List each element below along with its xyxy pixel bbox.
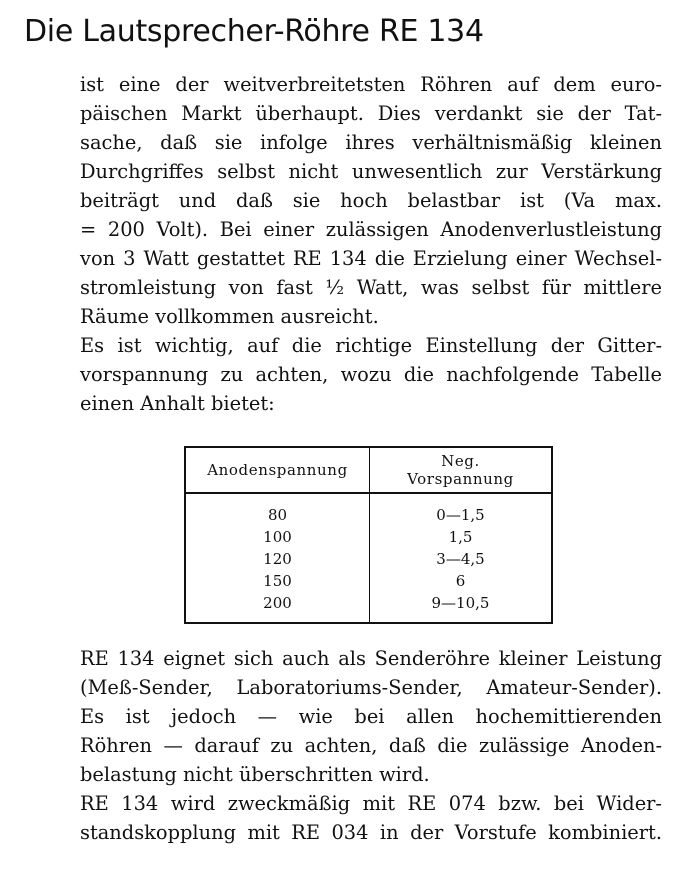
col-header-negative-bias: [370, 447, 553, 493]
text-line: einen Anhalt bietet:: [80, 392, 275, 415]
bias-voltage-cell: 0—1,5: [436, 506, 485, 524]
anode-voltage-cell: 150: [185, 570, 370, 592]
text-line: Röhren — darauf zu achten, daß die zulässige Anoden-: [80, 734, 662, 757]
text-line: Räume vollkommen ausreicht.: [80, 305, 379, 328]
bias-voltage-cell: 6: [455, 572, 466, 590]
intro-paragraph: [80, 70, 662, 418]
col-header-line: Vorspannung: [407, 470, 514, 488]
table-row: [185, 548, 552, 570]
anode-voltage-cell: 80: [185, 493, 370, 526]
table-row: [185, 570, 552, 592]
col-header-anode-voltage: Anodenspannung: [185, 447, 370, 493]
anode-voltage-cell: 100: [185, 526, 370, 548]
text-line: päischen Markt überhaupt. Dies verdankt sie der Tat-: [80, 102, 662, 125]
text-line: sache, daß sie infolge ihres verhältnismäßig kleinen: [80, 131, 662, 154]
text-line: standskopplung mit RE 034 in der Vorstufe kombiniert.: [80, 821, 662, 844]
bias-voltage-table: [184, 446, 553, 624]
table-header-row: [185, 447, 552, 493]
table-row: [185, 493, 552, 526]
text-line: Durchgriffes selbst nicht unwesentlich zur Verstärkung: [80, 160, 662, 183]
outro-paragraph: [80, 644, 662, 847]
col-header-line: Neg.: [441, 452, 480, 470]
text-line: Es ist jedoch — wie bei allen hochemittierenden: [80, 705, 662, 728]
text-line: von 3 Watt gestattet RE 134 die Erzielung einer Wechsel-: [80, 247, 662, 270]
bias-voltage-cell: 9—10,5: [431, 594, 490, 612]
text-line: stromleistung von fast ½ Watt, was selbst für mittlere: [80, 276, 662, 299]
text-line: (Meß-Sender, Laboratoriums-Sender, Amateur-Sender).: [80, 676, 662, 699]
text-line: belastung nicht überschritten wird.: [80, 763, 430, 786]
text-line: ist eine der weitverbreitetsten Röhren auf dem euro-: [80, 73, 662, 96]
table-row: [185, 526, 552, 548]
bias-voltage-cell: 3—4,5: [436, 550, 485, 568]
text-line: Es ist wichtig, auf die richtige Einstellung der Gitter-: [80, 334, 662, 357]
text-line: = 200 Volt). Bei einer zulässigen Anodenverlustleistung: [80, 218, 662, 241]
page-title: Die Lautsprecher-Röhre RE 134: [24, 14, 484, 49]
text-line: RE 134 eignet sich auch als Senderöhre kleiner Leistung: [80, 647, 662, 670]
text-line: vorspannung zu achten, wozu die nachfolgende Tabelle: [80, 363, 662, 386]
text-line: beiträgt und daß sie hoch belastbar ist (Va max.: [80, 189, 662, 212]
anode-voltage-cell: 200: [185, 592, 370, 623]
bias-voltage-cell: 1,5: [448, 528, 473, 546]
text-line: RE 134 wird zweckmäßig mit RE 074 bzw. bei Wider-: [80, 792, 662, 815]
table-row: [185, 592, 552, 623]
anode-voltage-cell: 120: [185, 548, 370, 570]
